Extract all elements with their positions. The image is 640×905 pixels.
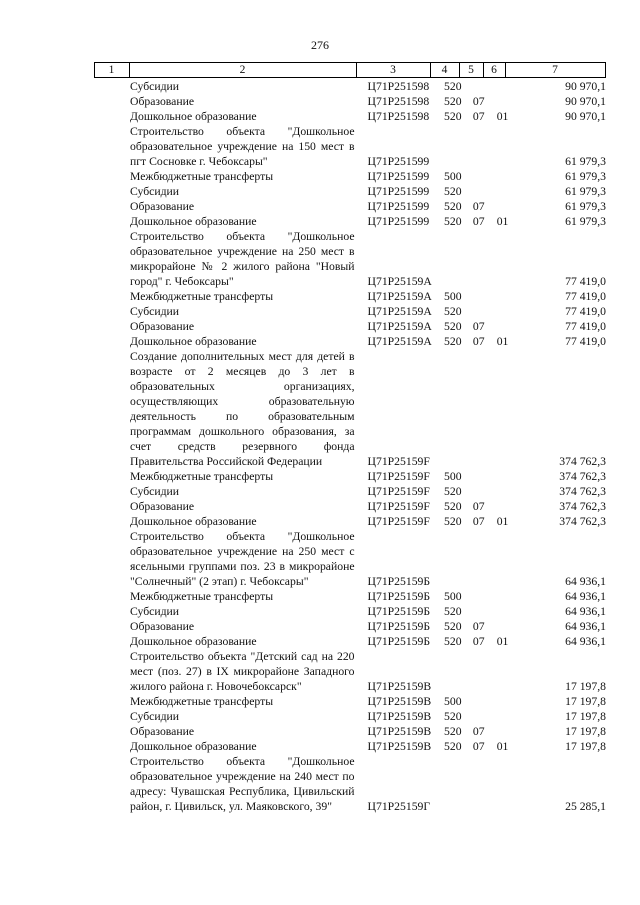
row-rz: 07	[472, 515, 485, 528]
row-code: Ц71Р251599	[367, 185, 430, 198]
table-row	[94, 199, 606, 214]
row-sum: 64 936,1	[565, 575, 606, 588]
row-sum: 374 762,3	[559, 470, 606, 483]
row-name: Субсидии	[130, 185, 180, 198]
row-name: Строительство объекта "Детский сад на 220 мест (поз. 27) в IX микрорайоне Западного жилого района г. Новочебоксарск"	[130, 650, 355, 693]
row-code: Ц71Р25159Б	[367, 605, 431, 618]
table-header	[94, 62, 606, 78]
row-rz: 07	[472, 725, 485, 738]
row-rz: 07	[472, 635, 485, 648]
row-sum: 90 970,1	[565, 110, 606, 123]
row-sum: 17 197,8	[565, 725, 606, 738]
row-rz: 07	[472, 110, 485, 123]
row-sum: 77 419,0	[565, 290, 606, 303]
row-vr: 520	[444, 335, 462, 348]
row-pr: 01	[496, 635, 509, 648]
row-name: Субсидии	[130, 605, 180, 618]
header-col-7: 7	[552, 64, 558, 76]
row-sum: 17 197,8	[565, 680, 606, 693]
row-sum: 374 762,3	[559, 455, 606, 468]
table-row	[94, 349, 606, 469]
table-row	[94, 499, 606, 514]
row-name: Строительство объекта "Дошкольное образовательное учреждение на 240 мест по адресу: Чувашская Республика, Цивильский район, г. Цивильск, ул. Маяковского, 39"	[130, 755, 355, 813]
row-pr: 01	[496, 110, 509, 123]
row-code: Ц71Р25159F	[367, 515, 430, 528]
row-name: Образование	[130, 200, 195, 213]
row-name: Субсидии	[130, 710, 180, 723]
row-sum: 61 979,3	[565, 200, 606, 213]
row-rz: 07	[472, 500, 485, 513]
table-row	[94, 184, 606, 199]
row-rz: 07	[472, 215, 485, 228]
row-name: Межбюджетные трансферты	[130, 590, 274, 603]
table-row	[94, 694, 606, 709]
row-name: Межбюджетные трансферты	[130, 290, 274, 303]
row-name: Образование	[130, 95, 195, 108]
row-vr: 500	[444, 470, 462, 483]
row-code: Ц71Р251599	[367, 215, 430, 228]
header-col-5: 5	[468, 64, 474, 76]
row-code: Ц71Р25159В	[367, 680, 432, 693]
row-sum: 17 197,8	[565, 740, 606, 753]
table-row	[94, 514, 606, 529]
table-row	[94, 649, 606, 694]
row-code: Ц71Р25159Г	[367, 800, 431, 813]
row-name: Образование	[130, 725, 195, 738]
row-vr: 500	[444, 590, 462, 603]
row-code: Ц71Р25159Б	[367, 635, 431, 648]
row-sum: 77 419,0	[565, 335, 606, 348]
table-row	[94, 229, 606, 289]
table-row	[94, 739, 606, 754]
row-vr: 520	[444, 320, 462, 333]
table-row	[94, 484, 606, 499]
table-row	[94, 109, 606, 124]
table-row	[94, 589, 606, 604]
row-code: Ц71Р251599	[367, 200, 430, 213]
row-vr: 520	[444, 215, 462, 228]
row-sum: 61 979,3	[565, 185, 606, 198]
row-rz: 07	[472, 200, 485, 213]
row-code: Ц71Р25159В	[367, 740, 432, 753]
row-name: Субсидии	[130, 80, 180, 93]
row-rz: 07	[472, 620, 485, 633]
row-name: Межбюджетные трансферты	[130, 695, 274, 708]
header-col-2: 2	[239, 64, 246, 76]
row-name: Дошкольное образование	[130, 110, 257, 123]
row-name: Межбюджетные трансферты	[130, 470, 274, 483]
row-code: Ц71Р25159А	[367, 275, 432, 288]
row-sum: 61 979,3	[565, 155, 606, 168]
row-code: Ц71Р25159А	[367, 290, 432, 303]
table-row	[94, 529, 606, 589]
row-name: Создание дополнительных мест для детей в возрасте от 2 месяцев до 3 лет в образовательных организациях, осуществляющих образовательную деятельность по образовательным программам дошкольного образования, за счет средств резервного фонда Правительства Российской Федерации	[130, 350, 355, 468]
row-sum: 90 970,1	[565, 95, 606, 108]
row-sum: 374 762,3	[559, 515, 606, 528]
table-row	[94, 634, 606, 649]
row-name: Образование	[130, 500, 195, 513]
row-sum: 64 936,1	[565, 590, 606, 603]
header-col-3: 3	[390, 64, 396, 76]
row-pr: 01	[496, 740, 509, 753]
table-row	[94, 754, 606, 814]
row-name: Строительство объекта "Дошкольное образовательное учреждение на 250 мест с ясельными группами поз. 23 в микрорайоне "Солнечный" (2 этап) г. Чебоксары"	[130, 530, 355, 588]
row-code: Ц71Р25159Б	[367, 620, 431, 633]
row-vr: 520	[444, 605, 462, 618]
row-rz: 07	[472, 740, 485, 753]
row-code: Ц71Р251599	[367, 170, 430, 183]
table-row	[94, 469, 606, 484]
row-code: Ц71Р25159F	[367, 470, 430, 483]
row-sum: 77 419,0	[565, 305, 606, 318]
row-sum: 77 419,0	[565, 320, 606, 333]
row-name: Субсидии	[130, 485, 180, 498]
row-sum: 17 197,8	[565, 710, 606, 723]
row-vr: 520	[444, 620, 462, 633]
row-name: Строительство объекта "Дошкольное образовательное учреждение на 150 мест в пгт Сосновке г. Чебоксары"	[130, 125, 355, 168]
header-col-6: 6	[491, 64, 497, 76]
row-sum: 64 936,1	[565, 635, 606, 648]
table-row	[94, 709, 606, 724]
row-name: Дошкольное образование	[130, 215, 257, 228]
table-row	[94, 169, 606, 184]
table-row	[94, 124, 606, 169]
row-vr: 520	[444, 635, 462, 648]
header-col-4: 4	[441, 64, 448, 76]
row-name: Образование	[130, 320, 195, 333]
row-name: Межбюджетные трансферты	[130, 170, 274, 183]
row-name: Дошкольное образование	[130, 635, 257, 648]
table-body	[94, 79, 606, 814]
row-sum: 77 419,0	[565, 275, 606, 288]
row-vr: 520	[444, 740, 462, 753]
row-code: Ц71Р251598	[367, 110, 430, 123]
row-code: Ц71Р251598	[367, 80, 430, 93]
row-sum: 61 979,3	[565, 170, 606, 183]
row-code: Ц71Р25159F	[367, 455, 430, 468]
row-code: Ц71Р251598	[367, 95, 430, 108]
row-sum: 90 970,1	[565, 80, 606, 93]
row-name: Субсидии	[130, 305, 180, 318]
row-rz: 07	[472, 335, 485, 348]
row-code: Ц71Р25159А	[367, 305, 432, 318]
table-row	[94, 319, 606, 334]
row-code: Ц71Р25159А	[367, 320, 432, 333]
row-pr: 01	[496, 515, 509, 528]
row-vr: 520	[444, 110, 462, 123]
table-row	[94, 724, 606, 739]
table-row	[94, 214, 606, 229]
row-vr: 500	[444, 170, 462, 183]
table-row	[94, 79, 606, 94]
row-sum: 374 762,3	[559, 500, 606, 513]
row-code: Ц71Р25159А	[367, 335, 432, 348]
row-name: Дошкольное образование	[130, 515, 257, 528]
row-pr: 01	[496, 215, 509, 228]
row-vr: 500	[444, 695, 462, 708]
table-row	[94, 289, 606, 304]
row-name: Дошкольное образование	[130, 740, 257, 753]
row-pr: 01	[496, 335, 509, 348]
row-vr: 520	[444, 80, 462, 93]
row-code: Ц71Р25159В	[367, 695, 432, 708]
row-code: Ц71Р25159F	[367, 500, 430, 513]
table-row	[94, 304, 606, 319]
row-name: Дошкольное образование	[130, 335, 257, 348]
row-sum: 374 762,3	[559, 485, 606, 498]
row-code: Ц71Р25159F	[367, 485, 430, 498]
row-name: Строительство объекта "Дошкольное образовательное учреждение на 250 мест в микрорайоне № 2 жилого района "Новый город" г. Чебоксары"	[130, 230, 355, 288]
row-sum: 61 979,3	[565, 215, 606, 228]
row-sum: 64 936,1	[565, 605, 606, 618]
row-rz: 07	[472, 95, 485, 108]
row-sum: 17 197,8	[565, 695, 606, 708]
row-code: Ц71Р25159Б	[367, 575, 431, 588]
row-vr: 520	[444, 725, 462, 738]
row-vr: 520	[444, 305, 462, 318]
table-row	[94, 334, 606, 349]
table-row	[94, 94, 606, 109]
row-code: Ц71Р25159В	[367, 710, 432, 723]
row-sum: 25 285,1	[565, 800, 606, 813]
page-number: 276	[311, 38, 329, 52]
row-vr: 520	[444, 515, 462, 528]
header-col-1: 1	[108, 64, 115, 76]
row-vr: 520	[444, 710, 462, 723]
budget-table	[94, 62, 606, 814]
row-code: Ц71Р25159Б	[367, 590, 431, 603]
table-row	[94, 619, 606, 634]
row-sum: 64 936,1	[565, 620, 606, 633]
row-vr: 520	[444, 485, 462, 498]
row-code: Ц71Р251599	[367, 155, 430, 168]
row-vr: 520	[444, 185, 462, 198]
row-code: Ц71Р25159В	[367, 725, 432, 738]
row-vr: 520	[444, 200, 462, 213]
row-name: Образование	[130, 620, 195, 633]
row-vr: 520	[444, 95, 462, 108]
row-vr: 500	[444, 290, 462, 303]
table-row	[94, 604, 606, 619]
row-rz: 07	[472, 320, 485, 333]
row-vr: 520	[444, 500, 462, 513]
